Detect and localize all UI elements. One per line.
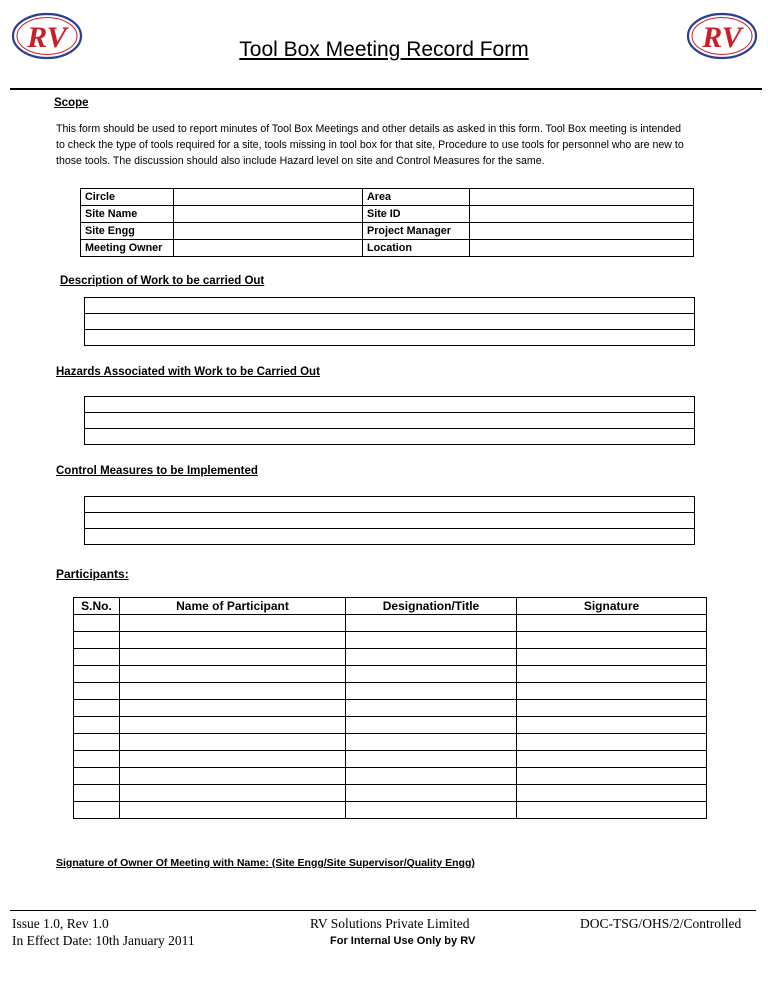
sno-field[interactable] <box>74 700 120 717</box>
meeting-owner-field[interactable] <box>174 240 363 257</box>
signature-field[interactable] <box>517 615 707 632</box>
participant-name-field[interactable] <box>120 666 346 683</box>
controls-heading: Control Measures to be Implemented <box>56 465 258 477</box>
signature-field[interactable] <box>517 734 707 751</box>
table-row <box>85 298 695 314</box>
site-id-label: Site ID <box>363 206 470 223</box>
sno-field[interactable] <box>74 768 120 785</box>
participant-name-field[interactable] <box>120 649 346 666</box>
table-row <box>81 240 694 257</box>
signature-field[interactable] <box>517 785 707 802</box>
designation-field[interactable] <box>346 683 517 700</box>
participant-name-field[interactable] <box>120 802 346 819</box>
description-field[interactable] <box>85 330 695 346</box>
sno-field[interactable] <box>74 683 120 700</box>
hazard-field[interactable] <box>85 397 695 413</box>
owner-signature-label: Signature of Owner Of Meeting with Name: (Site Engg/Site Supervisor/Quality Engg) <box>56 857 475 869</box>
project-manager-label: Project Manager <box>363 223 470 240</box>
location-field[interactable] <box>470 240 694 257</box>
signature-field[interactable] <box>517 768 707 785</box>
table-row <box>74 751 707 768</box>
signature-field[interactable] <box>517 700 707 717</box>
table-row <box>81 223 694 240</box>
table-row <box>85 413 695 429</box>
scope-heading: Scope <box>54 97 89 109</box>
table-header-row <box>74 598 707 615</box>
designation-field[interactable] <box>346 802 517 819</box>
hazard-field[interactable] <box>85 413 695 429</box>
table-row <box>85 314 695 330</box>
circle-field[interactable] <box>174 189 363 206</box>
project-manager-field[interactable] <box>470 223 694 240</box>
controls-table <box>84 496 695 545</box>
signature-field[interactable] <box>517 802 707 819</box>
table-row <box>81 206 694 223</box>
participant-rows <box>74 615 707 819</box>
signature-field[interactable] <box>517 649 707 666</box>
designation-field[interactable] <box>346 700 517 717</box>
doc-id-text: DOC-TSG/OHS/2/Controlled <box>580 916 742 931</box>
description-field[interactable] <box>85 298 695 314</box>
table-row <box>74 717 707 734</box>
site-engg-label: Site Engg <box>81 223 174 240</box>
sno-field[interactable] <box>74 666 120 683</box>
participant-name-field[interactable] <box>120 768 346 785</box>
sno-field[interactable] <box>74 751 120 768</box>
scope-text <box>56 121 756 169</box>
issue-text: Issue 1.0, Rev 1.0 <box>12 916 109 931</box>
logo-text: RV <box>27 21 67 54</box>
table-row <box>74 683 707 700</box>
logo-text: RV <box>702 21 742 54</box>
participant-name-field[interactable] <box>120 717 346 734</box>
participant-name-field[interactable] <box>120 751 346 768</box>
sno-field[interactable] <box>74 785 120 802</box>
hazards-table <box>84 396 695 445</box>
participant-name-field[interactable] <box>120 683 346 700</box>
footer-divider <box>10 910 756 911</box>
col-name: Name of Participant <box>120 598 346 615</box>
circle-label: Circle <box>81 189 174 206</box>
area-label: Area <box>363 189 470 206</box>
participants-table <box>73 597 707 819</box>
sno-field[interactable] <box>74 615 120 632</box>
table-row <box>74 700 707 717</box>
header-divider <box>10 88 762 90</box>
table-row <box>81 189 694 206</box>
internal-use-text: For Internal Use Only by RV <box>330 935 476 947</box>
control-field[interactable] <box>85 497 695 513</box>
hazards-heading: Hazards Associated with Work to be Carried Out <box>56 366 320 378</box>
participant-name-field[interactable] <box>120 700 346 717</box>
designation-field[interactable] <box>346 734 517 751</box>
signature-field[interactable] <box>517 683 707 700</box>
designation-field[interactable] <box>346 751 517 768</box>
table-row <box>74 734 707 751</box>
site-name-field[interactable] <box>174 206 363 223</box>
table-row <box>74 649 707 666</box>
control-field[interactable] <box>85 513 695 529</box>
scope-line: to check the type of tools required for a site, tools missing in tool box for that site, Procedure to use tools for personnel who are new to <box>56 139 684 151</box>
participant-name-field[interactable] <box>120 734 346 751</box>
participants-heading: Participants: <box>56 567 129 581</box>
designation-field[interactable] <box>346 632 517 649</box>
col-sno: S.No. <box>74 598 120 615</box>
description-field[interactable] <box>85 314 695 330</box>
sno-field[interactable] <box>74 802 120 819</box>
table-row <box>85 330 695 346</box>
designation-field[interactable] <box>346 768 517 785</box>
signature-field[interactable] <box>517 666 707 683</box>
table-row <box>74 785 707 802</box>
site-engg-field[interactable] <box>174 223 363 240</box>
participant-name-field[interactable] <box>120 632 346 649</box>
site-name-label: Site Name <box>81 206 174 223</box>
company-name: RV Solutions Private Limited <box>310 916 470 931</box>
scope-line: those tools. The discussion should also include Hazard level on site and Control Measures for the same. <box>56 155 545 167</box>
location-label: Location <box>363 240 470 257</box>
table-row <box>74 802 707 819</box>
participant-name-field[interactable] <box>120 785 346 802</box>
effect-date-text: In Effect Date: 10th January 2011 <box>12 933 195 948</box>
control-field[interactable] <box>85 529 695 545</box>
table-row <box>85 529 695 545</box>
hazard-field[interactable] <box>85 429 695 445</box>
table-row <box>74 666 707 683</box>
sno-field[interactable] <box>74 717 120 734</box>
site-id-field[interactable] <box>470 206 694 223</box>
table-row <box>74 768 707 785</box>
designation-field[interactable] <box>346 615 517 632</box>
area-field[interactable] <box>470 189 694 206</box>
sno-field[interactable] <box>74 649 120 666</box>
sno-field[interactable] <box>74 632 120 649</box>
signature-field[interactable] <box>517 632 707 649</box>
meeting-owner-label: Meeting Owner <box>81 240 174 257</box>
table-row <box>85 497 695 513</box>
table-row <box>85 429 695 445</box>
designation-field[interactable] <box>346 717 517 734</box>
col-designation: Designation/Title <box>346 598 517 615</box>
table-row <box>85 397 695 413</box>
signature-field[interactable] <box>517 751 707 768</box>
signature-field[interactable] <box>517 717 707 734</box>
description-table <box>84 297 695 346</box>
description-heading: Description of Work to be carried Out <box>60 275 265 287</box>
page-title: Tool Box Meeting Record Form <box>239 38 529 61</box>
table-row <box>74 615 707 632</box>
designation-field[interactable] <box>346 785 517 802</box>
scope-line: This form should be used to report minutes of Tool Box Meetings and other details as asked in this form. Tool Box meeting is intended <box>56 123 681 135</box>
site-info-table <box>80 188 694 257</box>
designation-field[interactable] <box>346 649 517 666</box>
participant-name-field[interactable] <box>120 615 346 632</box>
table-row <box>74 632 707 649</box>
designation-field[interactable] <box>346 666 517 683</box>
sno-field[interactable] <box>74 734 120 751</box>
col-signature: Signature <box>517 598 707 615</box>
table-row <box>85 513 695 529</box>
